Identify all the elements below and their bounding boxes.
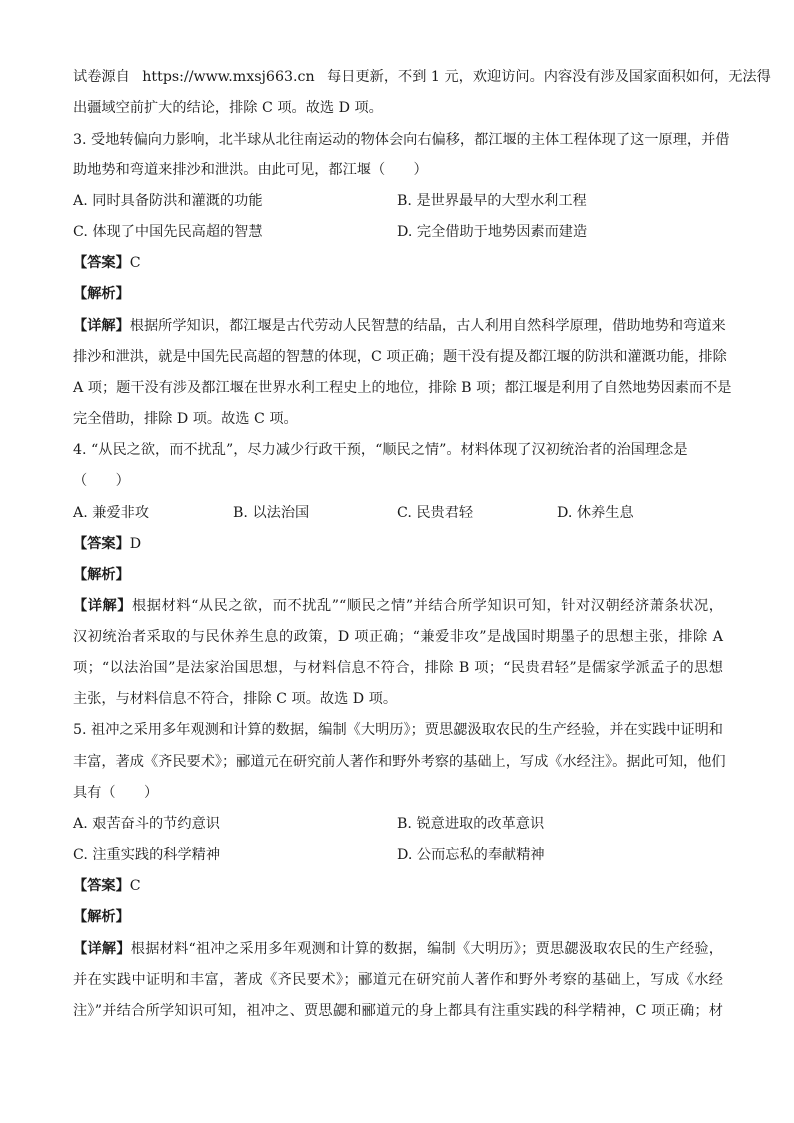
q3-option-d: D. 完全借助于地势因素而建造 bbox=[397, 224, 588, 240]
q3-stem-line-1: 3. 受地转偏向力影响，北半球从北往南运动的物体会向右偏移，都江堰的主体工程体现了这一原理，并借 bbox=[73, 132, 730, 148]
answer-value: C bbox=[129, 255, 141, 271]
detail-text: 根据材料“从民之欲，而不扰乱”“顺民之情”并结合所学知识可知，针对汉朝经济萧条状况， bbox=[132, 598, 723, 614]
answer-label: 【答案】 bbox=[73, 255, 130, 271]
continuation-line: 出疆域空前扩大的结论，排除 C 项。故选 D 项。 bbox=[73, 100, 383, 116]
q5-option-c: C. 注重实践的科学精神 bbox=[73, 847, 221, 863]
q5-detail-line-3: 注》”并结合所学知识可知，祖冲之、贾思勰和郦道元的身上都具有注重实践的科学精神，C 项正确；材 bbox=[73, 1003, 723, 1019]
q4-stem-line-2: （ ） bbox=[73, 473, 130, 489]
source-suffix: 每日更新，不到 1 元，欢迎访问。内容没有涉及国家面积如何，无法得 bbox=[327, 69, 771, 85]
q4-detail-line-4: 主张，与材料信息不符合，排除 C 项。故选 D 项。 bbox=[73, 691, 398, 707]
q5-option-d: D. 公而忘私的奉献精神 bbox=[397, 847, 545, 863]
q3-detail-line-3: A 项；题干没有涉及都江堰在世界水利工程史上的地位，排除 B 项；都江堰是利用了自然地势因素而不是 bbox=[73, 380, 732, 396]
q3-option-a: A. 同时具备防洪和灌溉的功能 bbox=[73, 193, 263, 209]
q4-stem-line-1: 4. “从民之欲，而不扰乱”，尽力减少行政干预，“顺民之情”。材料体现了汉初统治者的治国理念是 bbox=[73, 442, 688, 458]
detail-text: 根据所学知识，都江堰是古代劳动人民智慧的结晶，古人利用自然科学原理，借助地势和弯道来 bbox=[129, 318, 726, 334]
q4-answer bbox=[73, 534, 723, 554]
answer-value: D bbox=[129, 536, 142, 552]
q3-analysis-label: 【解析】 bbox=[73, 286, 130, 302]
q4-detail-line-3: 项；“以法治国”是法家治国思想，与材料信息不符合，排除 B 项；“民贵君轻”是儒家学派孟子的思想 bbox=[73, 660, 723, 676]
q3-option-b: B. 是世界最早的大型水利工程 bbox=[397, 193, 587, 209]
detail-label: 【详解】 bbox=[73, 941, 131, 957]
q4-detail-line-2: 汉初统治者采取的与民休养生息的政策，D 项正确；“兼爱非攻”是战国时期墨子的思想主张，排除 A bbox=[73, 629, 723, 645]
q5-detail-line-2: 并在实践中证明和丰富，著成《齐民要术》；郦道元在研究前人著作和野外考察的基础上，写成《水经 bbox=[73, 972, 723, 988]
q5-stem-line-2: 丰富，著成《齐民要术》；郦道元在研究前人著作和野外考察的基础上，写成《水经注》。据此可知，他们 bbox=[73, 754, 726, 770]
q5-stem-line-3: 具有（ ） bbox=[73, 785, 159, 801]
q3-stem-line-2: 助地势和弯道来排沙和泄洪。由此可见，都江堰（ ） bbox=[73, 162, 428, 178]
q5-answer bbox=[73, 876, 723, 896]
q5-option-b: B. 锐意进取的改革意识 bbox=[397, 816, 545, 832]
q4-option-c: C. 民贵君轻 bbox=[397, 505, 474, 521]
q4-option-a: A. 兼爱非攻 bbox=[73, 505, 150, 521]
q3-detail-line-4: 完全借助，排除 D 项。故选 C 项。 bbox=[73, 411, 298, 427]
q3-option-c: C. 体现了中国先民高超的智慧 bbox=[73, 224, 263, 240]
q3-answer bbox=[73, 253, 723, 273]
answer-value: C bbox=[129, 878, 141, 894]
source-url-link[interactable]: https://www.mxsj663.cn bbox=[142, 69, 315, 85]
q5-stem-line-1: 5. 祖冲之采用多年观测和计算的数据，编制《大明历》；贾思勰汲取农民的生产经验，并在实践中证明和 bbox=[73, 722, 723, 738]
detail-text: 根据材料“祖冲之采用多年观测和计算的数据，编制《大明历》；贾思勰汲取农民的生产经验， bbox=[130, 941, 723, 957]
answer-label: 【答案】 bbox=[73, 536, 130, 552]
q4-detail-line-1 bbox=[73, 596, 723, 616]
q3-detail-line-2: 排沙和泄洪，就是中国先民高超的智慧的体现，C 项正确；题干没有提及都江堰的防洪和灌溉功能，排除 bbox=[73, 349, 727, 365]
detail-label: 【详解】 bbox=[73, 598, 133, 614]
q4-analysis-label: 【解析】 bbox=[73, 567, 130, 583]
q5-detail-line-1 bbox=[73, 939, 723, 959]
q4-option-b: B. 以法治国 bbox=[233, 505, 310, 521]
source-line bbox=[73, 67, 771, 87]
q4-option-d: D. 休养生息 bbox=[557, 505, 634, 521]
detail-label: 【详解】 bbox=[73, 318, 130, 334]
q5-option-a: A. 艰苦奋斗的节约意识 bbox=[73, 816, 220, 832]
answer-label: 【答案】 bbox=[73, 878, 130, 894]
q3-detail-line-1 bbox=[73, 316, 726, 336]
q5-analysis-label: 【解析】 bbox=[73, 909, 130, 925]
source-prefix: 试卷源自 bbox=[73, 69, 130, 85]
